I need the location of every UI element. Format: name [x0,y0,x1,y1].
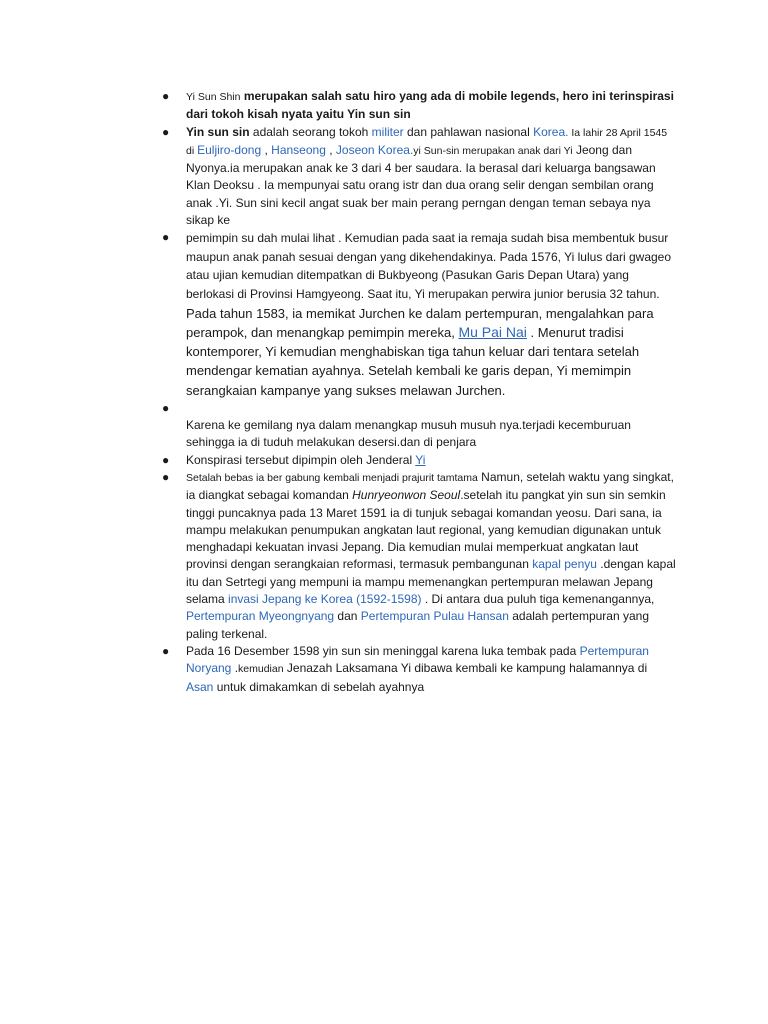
list-item [162,400,676,452]
list-item [162,88,676,124]
link-yi[interactable]: Yi [415,452,426,467]
bullet-icon: ● [162,89,170,103]
bullet-icon: ● [162,401,170,416]
link-joseon-korea[interactable]: Joseon Korea. [335,142,414,157]
link-euljiro-dong[interactable]: Euljiro-dong [197,142,262,157]
hero-name: Yi Sun Shin [186,91,241,103]
link-kapal-penyu[interactable]: kapal penyu [532,557,597,572]
item-text: merupakan salah satu hiro yang ada di mobile legends, hero ini terinspirasi dari tokoh kisah nyata yaitu Yin sun sin [186,89,674,122]
link-hanseong[interactable]: Hanseong [271,142,326,157]
link-asan[interactable]: Asan [186,679,214,694]
list-item: ● pemimpin su dah mulai lihat . Kemudian pada saat ia remaja sudah bisa membentuk busur maupun anak panah sesuai dengan yang dikehendakinya. Pada 1576, Yi lulus dari gwageo atau ujian kemudian ditempatkan di Bukbyeong (Pasukan Garis Depan Utara) yang berlokasi di Provinsi Hamgyeong. Saat itu, Yi merupakan perwira junior berusia 32 tahun. Pada tahun 1583, ia memikat Jurchen ke dalam pertempuran, mengalahkan para perampok, dan menangkap pemimpin mereka, Mu Pai Nai . Menurut tradisi kontemporer, Yi kemudian menghabiskan tiga tahun keluar dari tentara setelah mendengar kematian ayahnya. Setelah kembali ke garis depan, Yi memimpin serangkaian kampanye yang sukses melawan Jurchen. [162,230,672,398]
list-item: ● Yin sun sin adalah seorang tokoh militer dan pahlawan nasional Korea. Ia lahir 28 April 1545 di Euljiro-dong , Hanseong , Joseon Korea.yi Sun-sin merupakan anak dari Yi Jeong dan Nyonya.ia merupakan anak ke 3 dari 4 ber saudara. Ia berasal dari keluarga bangsawan Klan Deoksu . Ia mempunyai satu orang istr dan dua orang selir dengan sembilan orang anak .Yi. Sun sini kecil angat suak ber main perang perngan dengan teman sebaya nya sikap ke [162,124,668,228]
subject-name: Yin sun sin [186,124,250,139]
list-item: ● Konspirasi tersebut dipimpin oleh Jenderal Yi [162,452,426,467]
bullet-icon: ● [162,452,170,467]
list-item: ● Pada 16 Desember 1598 yin sun sin meninggal karena luka tembak pada Pertempuran Noryang .kemudian Jenazah Laksamana Yi dibawa kembali ke kampung halamannya di Asan untuk dimakamkan di sebelah ayahnya [162,643,649,694]
link-pertempuran-pulau-hansan[interactable]: Pertempuran Pulau Hansan [360,609,509,624]
link-militer[interactable]: militer [371,124,404,139]
bullet-icon: ● [162,230,170,245]
link-invasi-jepang[interactable]: invasi Jepang ke Korea (1592-1598) [228,592,422,607]
bullet-icon: ● [162,469,170,484]
link-mu-pai-nai[interactable]: Mu Pai Nai [458,323,527,340]
link-pertempuran-noryang[interactable]: Pertempuran Noryang [186,643,649,676]
list-item: ● Setalah bebas ia ber gabung kembali menjadi prajurit tamtama Namun, setelah waktu yang singkat, ia diangkat sebagai komandan Hunryeonwon Seoul.setelah itu pangkat yin sun sin semkin tinggi puncaknya pada 13 Maret 1591 ia di tunjuk sebagai komandan yeosu. Dari sana, ia mampu melakukan penumpukan angkatan laut regional, yang kemudian digunakan untuk menghadapi kekuatan invasi Jepang. Dia kemudian mulai memperkuat angkatan laut provinsi dengan serangkaian reformasi, termasuk pembangunan kapal penyu .dengan kapal itu dan Setrtegi yang mempuni ia mampu memenangkan pertempuran melawan Jepang selama invasi Jepang ke Korea (1592-1598) . Di antara dua puluh tiga kemenangannya, Pertempuran Myeongnyang dan Pertempuran Pulau Hansan adalah pertempuran yang paling terkenal. [162,469,676,641]
bullet-icon: ● [162,124,170,139]
paragraph: Karena ke gemilang nya dalam menangkap musuh musuh nya.terjadi kecemburuan sehingga ia di tuduh melakukan desersi.dan di penjara [186,418,631,450]
link-korea[interactable]: Korea. [533,124,569,139]
bullet-list [162,88,676,696]
bullet-icon: ● [162,643,170,658]
link-pertempuran-myeongnyang[interactable]: Pertempuran Myeongnyang [186,609,335,624]
